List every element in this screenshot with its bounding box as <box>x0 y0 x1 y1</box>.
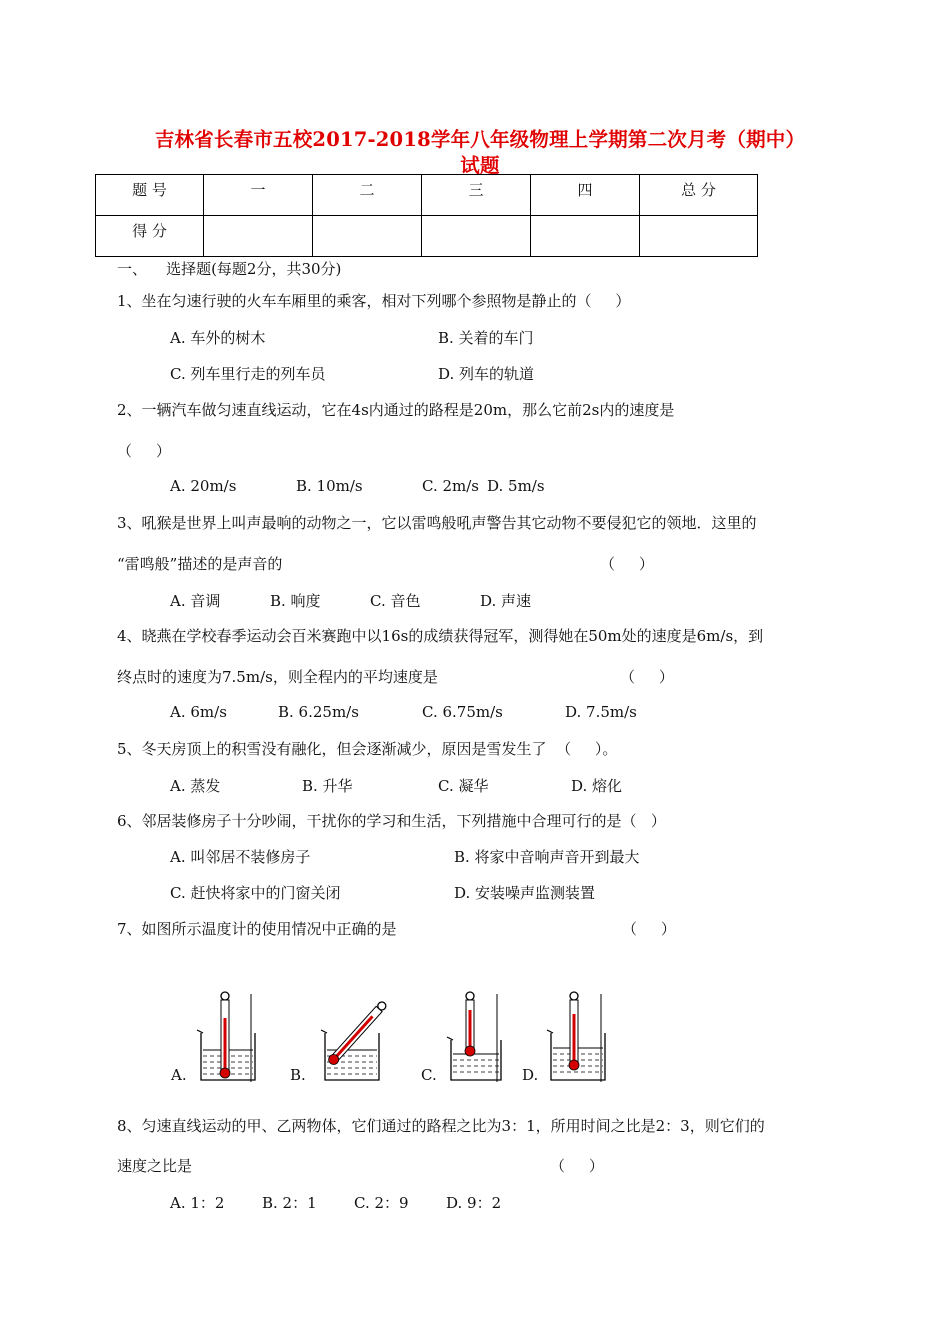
option-8c: C. 2：9 <box>354 1194 409 1212</box>
figure-label-d: D. <box>522 1066 539 1084</box>
option-2d: D. 5m/s <box>487 477 545 495</box>
option-3a: A. 音调 <box>170 592 221 610</box>
table-cell: 得 分 <box>96 216 204 257</box>
section-heading: 一、 选择题(每题2分，共30分) <box>117 260 342 278</box>
question-1: 1、坐在匀速行驶的火车车厢里的乘客，相对下列哪个参照物是静止的（ ） <box>117 292 631 310</box>
figure-label-a: A. <box>171 1066 187 1084</box>
option-2b: B. 10m/s <box>296 477 363 495</box>
document-title-line2: 试题 <box>460 154 500 177</box>
question-4: 4、晓燕在学校春季运动会百米赛跑中以16s的成绩获得冠军，测得她在50m处的速度是6m/s，到 <box>117 627 764 645</box>
score-input-cell[interactable] <box>313 216 422 257</box>
table-cell: 四 <box>531 175 640 216</box>
table-cell: 一 <box>204 175 313 216</box>
option-3b: B. 响度 <box>270 592 321 610</box>
thermometer-figures <box>165 990 615 1085</box>
option-4c: C. 6.75m/s <box>422 703 503 721</box>
question-3-bracket: （ ） <box>600 555 654 573</box>
option-1d: D. 列车的轨道 <box>438 365 535 383</box>
question-3: 3、吼猴是世界上叫声最响的动物之一，它以雷鸣般吼声警告其它动物不要侵犯它的领地．这里的 <box>117 514 757 532</box>
option-1c: C. 列车里行走的列车员 <box>170 365 326 383</box>
option-1a: A. 车外的树木 <box>170 329 266 347</box>
score-input-cell[interactable] <box>204 216 313 257</box>
option-8a: A. 1：2 <box>170 1194 225 1212</box>
score-input-cell[interactable] <box>531 216 640 257</box>
option-8d: D. 9：2 <box>446 1194 502 1212</box>
score-table <box>95 174 758 257</box>
option-5c: C. 凝华 <box>438 777 489 795</box>
option-6b: B. 将家中音响声音开到最大 <box>454 848 640 866</box>
table-row <box>96 175 758 216</box>
option-5b: B. 升华 <box>302 777 353 795</box>
question-2: 2、一辆汽车做匀速直线运动，它在4s内通过的路程是20m，那么它前2s内的速度是 <box>117 401 675 419</box>
thermometer-figure-c <box>443 990 523 1085</box>
document-title: 吉林省长春市五校2017-2018学年八年级物理上学期第二次月考（期中） <box>154 128 806 151</box>
option-3c: C. 音色 <box>370 592 421 610</box>
question-4-line2: 终点时的速度为7.5m/s，则全程内的平均速度是 <box>117 668 438 686</box>
table-cell: 三 <box>422 175 531 216</box>
option-5a: A. 蒸发 <box>170 777 221 795</box>
option-8b: B. 2：1 <box>262 1194 317 1212</box>
option-6c: C. 赶快将家中的门窗关闭 <box>170 884 341 902</box>
thermometer-figure-b <box>315 990 395 1085</box>
question-8-bracket: （ ） <box>550 1157 604 1175</box>
table-cell: 总 分 <box>640 175 758 216</box>
figure-label-b: B. <box>290 1066 306 1084</box>
option-4d: D. 7.5m/s <box>565 703 637 721</box>
question-5: 5、冬天房顶上的积雪没有融化，但会逐渐减少，原因是雪发生了 （ ）。 <box>117 740 618 758</box>
table-row <box>96 216 758 257</box>
figure-label-c: C. <box>421 1066 437 1084</box>
table-cell: 二 <box>313 175 422 216</box>
question-7-bracket: （ ） <box>622 920 676 938</box>
option-6d: D. 安装噪声监测装置 <box>454 884 596 902</box>
question-3-line2: “雷鸣般”描述的是声音的 <box>117 555 283 573</box>
score-input-cell[interactable] <box>422 216 531 257</box>
question-7: 7、如图所示温度计的使用情况中正确的是 <box>117 920 397 938</box>
question-6: 6、邻居装修房子十分吵闹，干扰你的学习和生活，下列措施中合理可行的是（ ） <box>117 812 666 830</box>
score-input-cell[interactable] <box>640 216 758 257</box>
option-4a: A. 6m/s <box>170 703 227 721</box>
option-3d: D. 声速 <box>480 592 532 610</box>
table-cell: 题 号 <box>96 175 204 216</box>
question-4-bracket: （ ） <box>620 668 674 686</box>
option-2c: C. 2m/s <box>422 477 479 495</box>
thermometer-figure-a <box>193 990 283 1085</box>
option-1b: B. 关着的车门 <box>438 329 534 347</box>
option-4b: B. 6.25m/s <box>278 703 359 721</box>
question-8: 8、匀速直线运动的甲、乙两物体，它们通过的路程之比为3：1，所用时间之比是2：3，则它们的 <box>117 1117 765 1135</box>
question-2-bracket: （ ） <box>117 442 171 460</box>
option-6a: A. 叫邻居不装修房子 <box>170 848 311 866</box>
option-5d: D. 熔化 <box>571 777 623 795</box>
question-8-line2: 速度之比是 <box>117 1157 193 1175</box>
thermometer-figure-d <box>543 990 623 1085</box>
option-2a: A. 20m/s <box>170 477 237 495</box>
